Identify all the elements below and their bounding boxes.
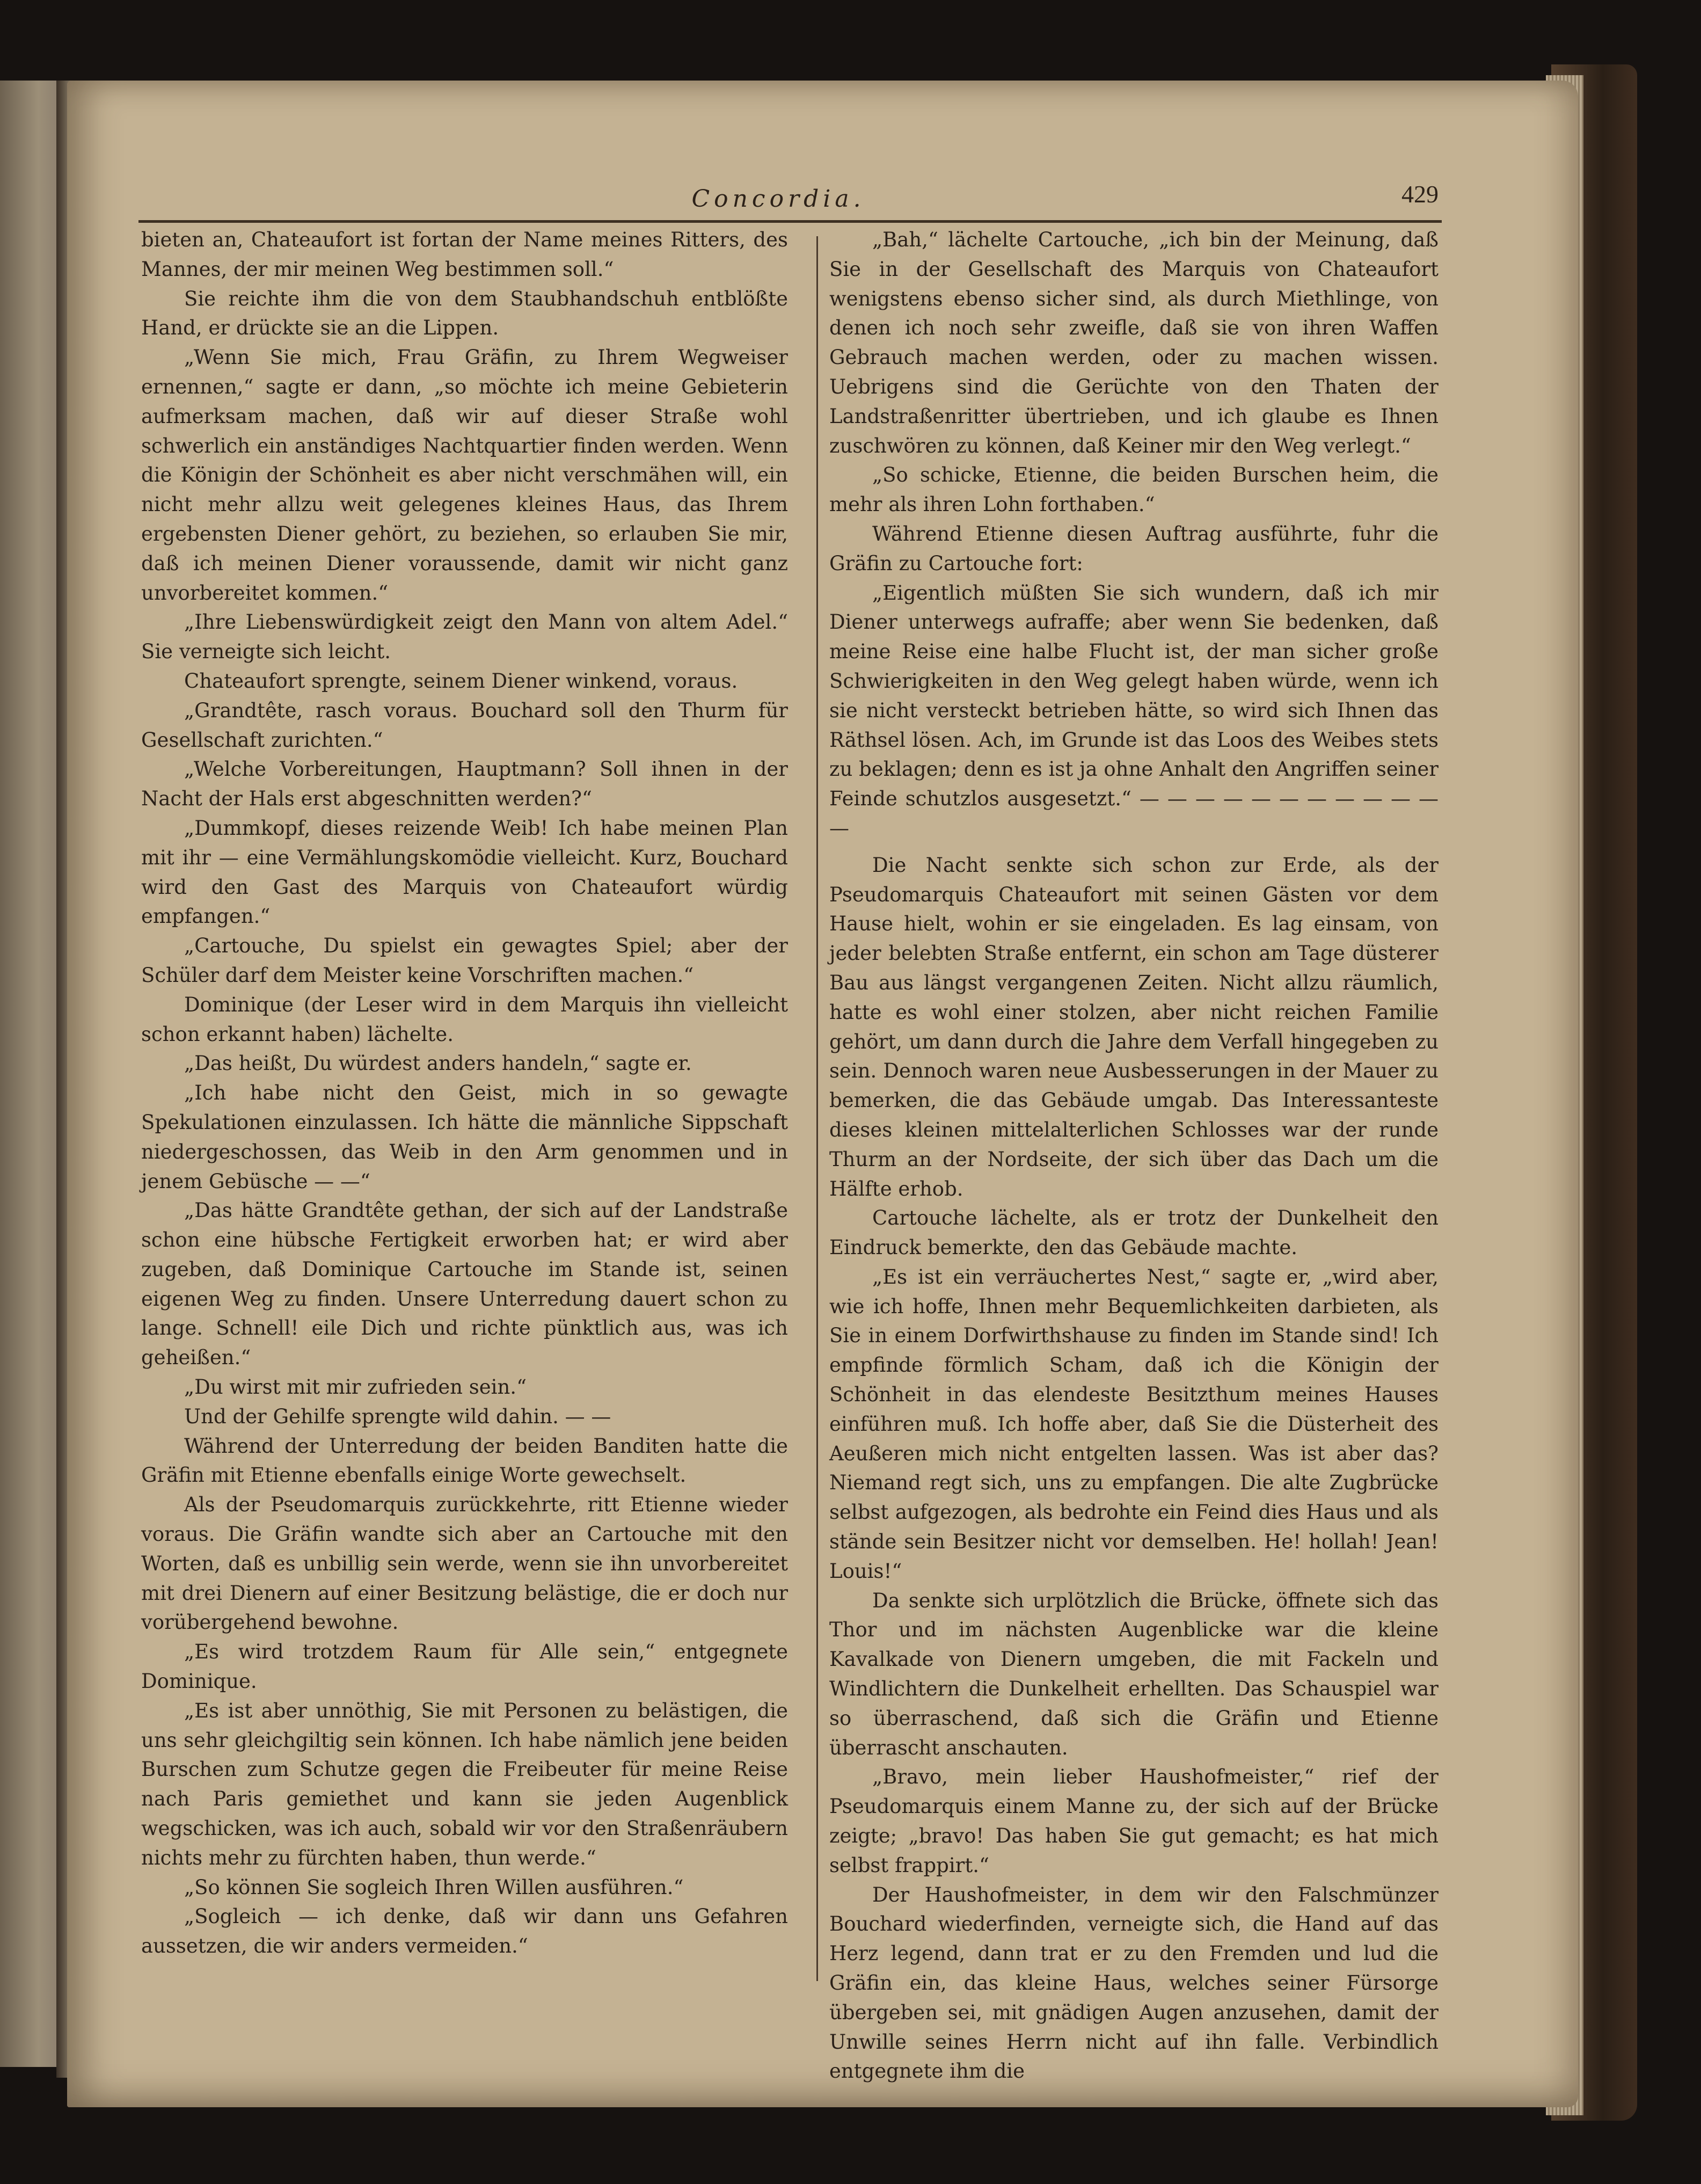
paragraph: „Welche Vorbereitungen, Hauptmann? Soll ihnen in der Nacht der Hals erst abgeschnitten werden?“ [141,758,788,811]
paragraph: „So schicke, Etienne, die beiden Burschen heim, die mehr als ihren Lohn forthaben.“ [829,463,1439,516]
running-head: Concordia. [691,185,865,213]
page-number: 429 [1401,180,1439,208]
paragraph: „Es wird trotzdem Raum für Alle sein,“ entgegnete Dominique. [141,1640,788,1693]
paragraph: „Sogleich — ich denke, daß wir dann uns Gefahren aussetzen, die wir anders vermeiden.“ [141,1905,788,1958]
paragraph: Und der Gehilfe sprengte wild dahin. — — [184,1404,611,1428]
paragraph: „Das hätte Grandtête gethan, der sich auf der Landstraße schon eine hübsche Fertigkeit erworben hat; er wird aber zugeben, daß Dominique Cartouche im Stande ist, seinen eigenen Weg zu finden. Unsere Unterredung dauert schon zu lange. Schnell! eile Dich und richte pünktlich aus, was ich geheißen.“ [141,1199,788,1370]
header-rule [138,220,1442,223]
paragraph: „Es ist ein verräuchertes Nest,“ sagte er, „wird aber, wie ich hoffe, Ihnen mehr Bequemlichkeiten darbieten, als Sie in einem Dorfwirthshause zu finden im Stande sind! Ich empfinde förmlich Scham, daß ich die Königin der Schönheit in das elendeste Besitzthum meines Hauses einführen muß. Ich hoffe aber, daß Sie die Düsterheit des Aeußeren mich nicht entgelten lassen. Was ist aber das? Niemand regt sich, uns zu empfangen. Die alte Zugbrücke selbst aufgezogen, als bedrohte ein Feind dies Haus und als stände sein Besitzer nicht vor demselben. He! hollah! Jean! Louis!“ [829,1265,1439,1583]
paragraph: Der Haushofmeister, in dem wir den Falschmünzer Bouchard wiederfinden, verneigte sich, die Hand auf das Herz legend, dann trat er zu den Fremden und lud die Gräfin ein, das kleine Haus, welches seiner Fürsorge übergeben sei, mit gnädigen Augen anzusehen, damit der Unwille seines Herrn nicht auf ihn falle. Verbindlich entgegnete ihm die [829,1883,1439,2083]
paragraph: Dominique (der Leser wird in dem Marquis ihn vielleicht schon erkannt haben) lächelte. [141,993,788,1046]
paragraph: „Ich habe nicht den Geist, mich in so gewagte Spekulationen einzulassen. Ich hätte die männliche Sippschaft niedergeschossen, das Weib in den Arm genommen und in jenem Gebüsche — —“ [141,1081,788,1193]
paragraph: „Bah,“ lächelte Cartouche, „ich bin der Meinung, daß Sie in der Gesellschaft des Marquis von Chateaufort wenigstens ebenso sicher sind, als durch Miethlinge, von denen ich noch sehr zweifle, daß sie von ihren Waffen Gebrauch machen werden, oder zu machen wissen. Uebrigens sind die Gerüchte von den Thaten der Landstraßenritter übertrieben, und ich glaube es Ihnen zuschwören zu können, daß Keiner mir den Weg verlegt.“ [829,228,1439,457]
paragraph: „Ihre Liebenswürdigkeit zeigt den Mann von altem Adel.“ Sie verneigte sich leicht. [141,610,788,664]
paragraph: Cartouche lächelte, als er trotz der Dunkelheit den Eindruck bemerkte, den das Gebäude machte. [829,1206,1439,1260]
paragraph: „Du wirst mit mir zufrieden sein.“ [184,1375,527,1399]
paragraph: „So können Sie sogleich Ihren Willen ausführen.“ [184,1875,684,1899]
paragraph: Während der Unterredung der beiden Banditen hatte die Gräfin mit Etienne ebenfalls einige Worte gewechselt. [141,1434,788,1487]
right-text-column [829,225,1439,2086]
paragraph: „Wenn Sie mich, Frau Gräfin, zu Ihrem Wegweiser ernennen,“ sagte er dann, „so möchte ich meine Gebieterin aufmerksam machen, daß wir auf dieser Straße wohl schwerlich ein anständiges Nachtquartier finden werden. Wenn die Königin der Schönheit es aber nicht verschmähen will, ein nicht mehr allzu weit gelegenes kleines Haus, das Ihrem ergebensten Diener gehört, zu beziehen, so erlauben Sie mir, daß ich meinen Diener voraussende, damit wir nicht ganz unvorbereitet kommen.“ [141,346,788,605]
column-divider [816,236,818,1981]
left-text-column [141,225,788,1961]
paragraph: bieten an, Chateaufort ist fortan der Name meines Ritters, des Mannes, der mir meinen Weg bestimmen soll.“ [141,228,788,281]
paragraph: Die Nacht senkte sich schon zur Erde, als der Pseudomarquis Chateaufort mit seinen Gästen vor dem Hause hielt, wohin er sie eingeladen. Es lag einsam, von jeder belebten Straße entfernt, ein schon am Tage düsterer Bau aus längst vergangenen Zeiten. Nicht allzu räumlich, hatte es wohl einer stolzen, aber nicht reichen Familie gehört, um dann durch die Jahre dem Verfall hingegeben zu sein. Dennoch waren neue Ausbesserungen in der Mauer zu bemerken, die das Gebäude umgab. Das Interessanteste dieses kleinen mittelalterlichen Schlosses war der runde Thurm an der Nordseite, der sich über das Dach um die Hälfte erhob. [829,853,1439,1200]
paragraph: „Grandtête, rasch voraus. Bouchard soll den Thurm für Gesellschaft zurichten.“ [141,698,788,752]
paragraph: „Dummkopf, dieses reizende Weib! Ich habe meinen Plan mit ihr — eine Vermählungskomödie vielleicht. Kurz, Bouchard wird den Gast des Marquis von Chateaufort würdig empfangen.“ [141,816,788,928]
paragraph: „Bravo, mein lieber Haushofmeister,“ rief der Pseudomarquis einem Manne zu, der sich auf der Brücke zeigte; „bravo! Das haben Sie gut gemacht; es hat mich selbst frappirt.“ [829,1765,1439,1877]
paragraph: „Eigentlich müßten Sie sich wundern, daß ich mir Diener unterwegs aufraffe; aber wenn Sie bedenken, daß meine Reise eine halbe Flucht ist, der man sicher große Schwierigkeiten in den Weg gelegt haben würde, wenn ich sie nicht versteckt betrieben hätte, so wird sich Ihnen das Räthsel lösen. Ach, im Grunde ist das Loos des Weibes stets zu beklagen; denn es ist ja ohne Anhalt den Angriffen seiner Feinde schutzlos ausgesetzt.“ — — — — — — — — — — — — [829,581,1439,840]
paragraph: Als der Pseudomarquis zurückkehrte, ritt Etienne wieder voraus. Die Gräfin wandte sich aber an Cartouche mit den Worten, daß es unbillig sein werde, wenn sie ihn unvorbereitet mit drei Dienern auf einer Besitzung belästige, die er doch nur vorübergehend bewohne. [141,1493,788,1634]
paragraph: Während Etienne diesen Auftrag ausführte, fuhr die Gräfin zu Cartouche fort: [829,522,1439,575]
paragraph: „Das heißt, Du würdest anders handeln,“ sagte er. [184,1052,692,1075]
paragraph: Chateaufort sprengte, seinem Diener winkend, voraus. [184,669,738,693]
paragraph: Da senkte sich urplötzlich die Brücke, öffnete sich das Thor und im nächsten Augenblicke war die kleine Kavalkade von Dienern umgeben, die mit Fackeln und Windlichtern die Dunkelheit erhellten. Das Schauspiel war so überraschend, daß sich die Gräfin und Etienne überrascht anschauten. [829,1589,1439,1759]
paragraph: „Cartouche, Du spielst ein gewagtes Spiel; aber der Schüler darf dem Meister keine Vorschriften machen.“ [141,934,788,987]
paragraph: Sie reichte ihm die von dem Staubhandschuh entblößte Hand, er drückte sie an die Lippen. [141,287,788,340]
paragraph: „Es ist aber unnöthig, Sie mit Personen zu belästigen, die uns sehr gleichgiltig sein können. Ich habe nämlich jene beiden Burschen zum Schutze gegen die Freibeuter für meine Reise nach Paris gemiethet und kann sie jeden Augenblick wegschicken, was ich auch, sobald wir vor den Straßenräubern nichts mehr zu fürchten haben, thun werde.“ [141,1699,788,1869]
